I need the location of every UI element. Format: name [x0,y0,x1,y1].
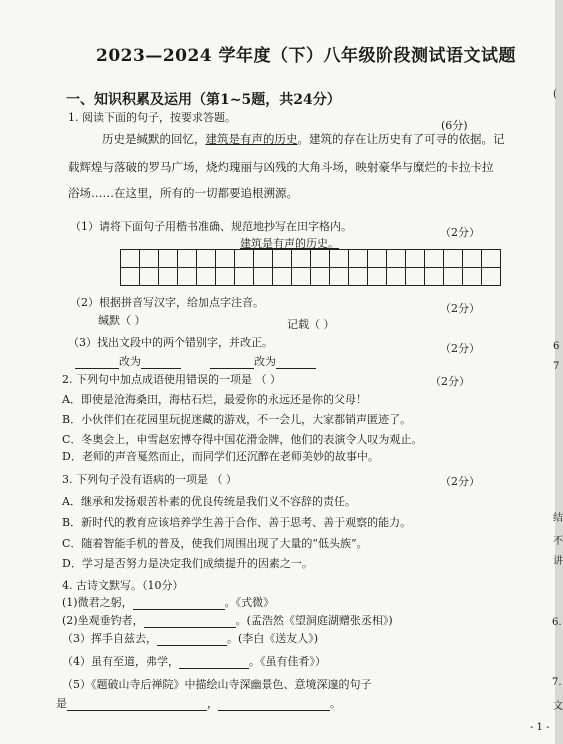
poem-line-4 [62,655,326,669]
answer-blank[interactable] [179,657,249,669]
grid-row [121,250,501,268]
pinyin-word-1: 缄默（ ） [98,314,146,327]
margin-mark: 6. [552,617,562,628]
exam-title: 2023—2024 学年度（下）八年级阶段测试语文试题 [96,46,517,66]
q1-sub2-score: （2分） [440,302,480,315]
poem-source: 。《虽有佳肴》） [249,655,326,668]
poem-source: 。(李白《送友人》) [227,632,319,645]
change-to-label: 改为 [119,355,141,368]
q1-stem: 1. 阅读下面的句子，按要求答题。 [68,111,236,124]
poem-line-1 [62,596,274,610]
answer-blank[interactable] [141,357,181,369]
q1-sub3-score: （2分） [440,342,480,355]
poem-line-2 [62,614,393,628]
margin-mark: 7 [553,361,560,372]
answer-blank[interactable] [276,357,316,369]
q3-option-a: A．继承和发扬艰苦朴素的优良传统是我们义不容辞的责任。 [62,495,356,508]
q2-score: （2分） [430,375,470,388]
poem-prompt: 是 [56,697,67,710]
margin-mark: ( [553,89,557,100]
q2-stem: 2. 下列句中加点成语使用错误的一项是 （ ） [62,373,281,386]
poem-prompt: (1)微君之躬， [62,596,133,609]
passage-text: 。建筑的存在让历史有了可寻的依据。记 [297,132,505,146]
answer-blank[interactable] [67,699,207,711]
poem-prompt: （4）虽有至道，弗学， [62,655,179,668]
pinyin-word-2: 记载（ ） [287,318,335,331]
q2-option-a: A．即使是沧海桑田，海枯石烂，最爱你的永远还是你的父母！ [62,393,367,406]
poem-source: 。《式微》 [224,596,275,609]
answer-blank[interactable] [210,357,254,369]
q1-sub3: （3）找出文段中的两个错别字，并改正。 [68,336,273,349]
grid-row [121,268,501,286]
answer-blank[interactable] [157,634,227,646]
answer-blank[interactable] [144,616,236,628]
typo-answer-line [75,355,316,369]
margin-mark: 7. [552,677,562,688]
q4-stem: 4. 古诗文默写。（10分） [62,579,184,592]
margin-mark: 讲 [553,556,563,567]
q1-sub1: （1）请将下面句子用楷书准确、规范地抄写在田字格内。 [70,220,352,233]
q3-stem: 3. 下列句子没有语病的一项是 （ ） [62,473,237,486]
q2-option-d: D．老师的声音戛然而止，而同学们还沉醉在老师美妙的故事中。 [62,450,379,463]
section-heading: 一、知识积累及运用（第1~5题，共24分） [66,92,341,108]
q3-score: （2分） [440,475,480,488]
poem-sep: 。 [330,697,341,710]
poem-line-6 [56,697,341,711]
q1-sub1-score: （2分） [440,226,480,239]
answer-blank[interactable] [133,598,225,610]
passage-underlined: 建筑是有声的历史 [205,132,298,146]
answer-blank[interactable] [218,699,330,711]
margin-mark: 不 [553,536,563,547]
copy-sentence: 建筑是有声的历史。 [240,237,339,250]
poem-prompt: （3）挥手自兹去， [62,632,157,645]
margin-mark: 结 [553,513,563,524]
q2-option-c: C．冬奥会上，申雪赵宏博夺得中国花滑金牌，他们的表演令人叹为观止。 [62,433,423,446]
answer-blank[interactable] [75,357,119,369]
poem-line-5: （5）《题破山寺后禅院》中描绘山寺深幽景色、意境深邃的句子 [62,678,372,691]
q3-option-d: D．学习是否努力是决定我们成绩提升的因素之一。 [62,557,313,570]
q1-sub2: （2）根据拼音写汉字，给加点字注音。 [70,296,264,309]
passage-text: 历史是缄默的回忆， [102,132,206,146]
margin-mark: 文 [553,701,563,712]
poem-line-3 [62,632,318,646]
poem-prompt: (2)坐观垂钓者， [62,614,144,627]
q3-option-c: C．随着智能手机的普及，使我们周围出现了大量的“低头族”。 [62,537,368,550]
q1-score: (6分) [441,119,468,132]
writing-grid[interactable] [120,249,501,286]
passage-line-2: 载辉煌与落破的罗马广场，烧灼瑰丽与凶残的大角斗场，映射豪华与糜烂的卡拉卡拉 [68,160,494,174]
q3-option-b: B．新时代的教育应该培养学生善于合作、善于思考、善于观察的能力。 [62,516,412,529]
passage-line-1 [102,132,505,146]
change-to-label: 改为 [254,355,276,368]
poem-source: 。(孟浩然《望洞庭湖赠张丞相》) [235,614,393,627]
page-number: - 1 - [530,722,550,733]
passage-line-3: 浴场……在这里，所有的一切都要追根溯源。 [68,186,298,200]
poem-sep: ， [207,697,218,710]
q2-option-b: B．小伙伴们在花园里玩捉迷藏的游戏，不一会儿，大家都销声匿迹了。 [62,413,412,426]
margin-mark: 6 [553,341,560,352]
